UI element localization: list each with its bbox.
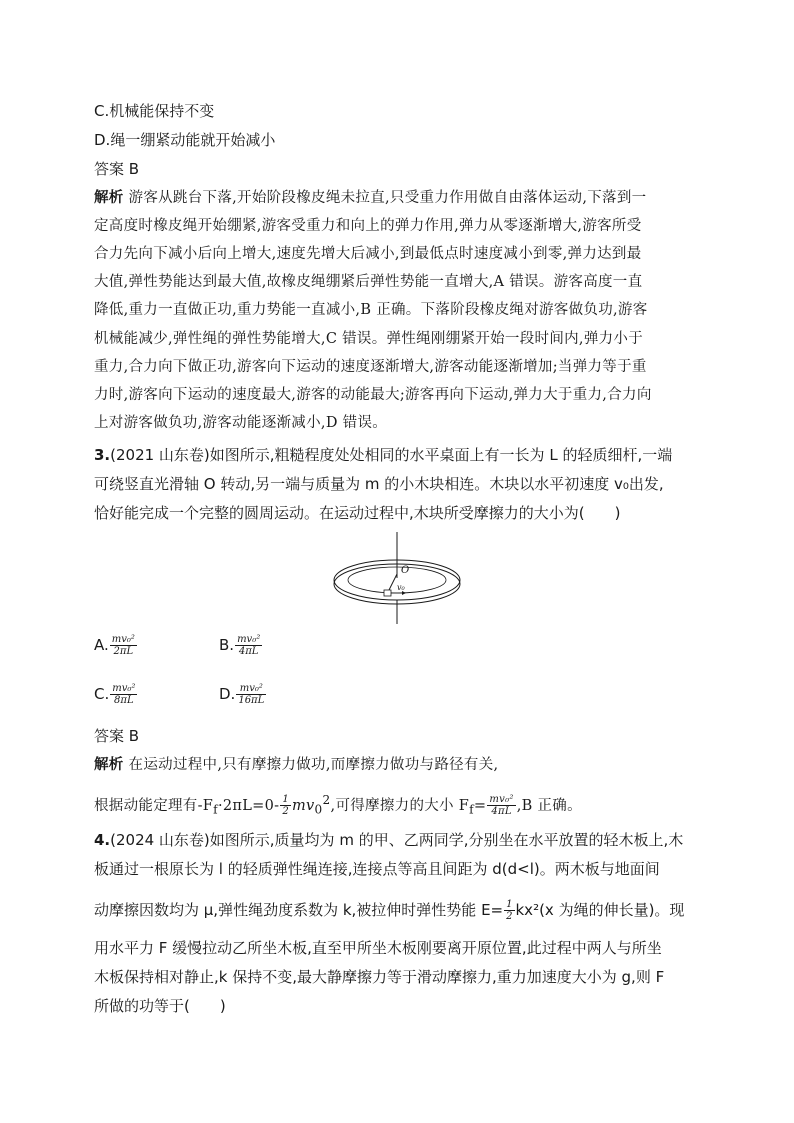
explanation-1-line-6: 机械能减少,弹性绳的弹性势能增大,C 错误。弹性绳刚绷紧开始一段时间内,弹力小于 (94, 331, 644, 347)
option-a[interactable] (94, 634, 138, 657)
formula-part: = (473, 797, 487, 814)
half-denominator: 2 (282, 806, 289, 818)
explanation-text: 在运动过程中,只有摩擦力做功,而摩擦力做功与路径有关, (123, 757, 499, 773)
explanation-text: 游客从跳台下落,开始阶段橡皮绳未拉直,只受重力作用做自由落体运动,下落到一 (123, 190, 647, 206)
question-4-line-4: 用水平力 F 缓慢拉动乙所坐木板,直至甲所坐木板刚要离开原位置,此过程中两人与所坐 (94, 939, 662, 957)
question-3-line-2: 可绕竖直光滑轴 O 转动,另一端与质量为 m 的小木块相连。木块以水平初速度 v₀出发, (94, 475, 664, 493)
option-b-fraction (235, 634, 262, 657)
explanation-label: 解析 (94, 189, 124, 206)
question-4-line-1 (94, 830, 683, 850)
option-a-denominator: 2πL (113, 646, 134, 657)
option-d-label: D. (219, 685, 236, 703)
half-fraction (280, 794, 291, 817)
energy-half-fraction (504, 899, 514, 922)
question-number: 3. (94, 446, 111, 464)
explanation-1-line-9: 上对游客做负功,游客动能逐渐减小,D 错误。 (94, 415, 388, 431)
question-text: (2021 山东卷)如图所示,粗糙程度处处相同的水平桌面上有一长为 L 的轻质细杆,一端 (110, 446, 673, 464)
option-c-fraction (110, 683, 137, 706)
explanation-1-line-2: 定高度时橡皮绳开始绷紧,游客受重力和向上的弹力作用,弹力从零逐渐增大,游客所受 (94, 218, 642, 234)
explanation-label: 解析 (94, 756, 124, 773)
formula-sub: 0 (314, 802, 323, 817)
half-denominator: 2 (506, 911, 513, 922)
circular-motion-figure (330, 528, 465, 628)
explanation-1-line-8: 力时,游客向下运动的速度最大,游客的动能最大;游客再向下运动,弹力大于重力,合力向 (94, 387, 652, 403)
option-a-numerator: mv₀² (111, 634, 135, 645)
option-b[interactable] (219, 634, 263, 657)
explanation-1-line-7: 重力,合力向下做正功,游客向下运动的速度逐渐增大,游客动能逐渐增加;当弹力等于重 (94, 359, 647, 375)
formula-sub: f (469, 802, 474, 817)
question-3-line-3: 恰好能完成一个完整的圆周运动。在运动过程中,木块所受摩擦力的大小为( ) (94, 504, 621, 522)
answer-1: 答案 B (94, 160, 140, 178)
option-c-denominator: 8πL (114, 695, 134, 706)
half-numerator: 1 (506, 899, 513, 910)
explanation-2-line-2 (94, 790, 582, 820)
explanation-1-line-1 (94, 188, 646, 208)
formula-part: 根据动能定理有-F (94, 797, 214, 814)
option-b-denominator: 4πL (238, 646, 259, 657)
ff-fraction (487, 794, 515, 817)
question-text: 动摩擦因数均为 μ,弹性绳劲度系数为 k,被拉伸时弹性势能 E= (94, 901, 504, 919)
option-d-numerator: mv₀² (236, 683, 266, 695)
center-o-label: O (401, 565, 410, 576)
formula-part: ·2πL=0- (217, 797, 280, 814)
explanation-1-line-5: 降低,重力一直做正功,重力势能一直减小,B 正确。下落阶段橡皮绳对游客做负功,游客 (94, 302, 648, 318)
ff-numerator: mv₀² (489, 794, 514, 806)
question-text: kx²(x 为绳的伸长量)。现 (515, 901, 685, 919)
question-number: 4. (94, 831, 111, 849)
velocity-label: v₀ (397, 583, 405, 592)
option-d-previous: D.绳一绷紧动能就开始减小 (94, 131, 276, 149)
formula-part: ,可得摩擦力的大小 F (330, 797, 470, 814)
question-3-line-1 (94, 445, 672, 465)
ff-denominator: 4πL (491, 806, 512, 818)
explanation-2-line-1 (94, 755, 498, 775)
explanation-1-line-4: 大值,弹性势能达到最大值,故橡皮绳绷紧后弹性势能一直增大,A 错误。游客高度一直 (94, 274, 643, 290)
question-4-line-2: 板通过一根原长为 l 的轻质弹性绳连接,连接点等高且间距为 d(d<l)。两木板与地面间 (94, 860, 660, 878)
option-a-fraction (110, 634, 137, 657)
option-a-label: A. (94, 636, 109, 654)
formula-part: mv (292, 797, 315, 814)
option-c-label: C. (94, 685, 110, 703)
option-d-denominator: 16πL (238, 695, 265, 706)
explanation-1-line-3: 合力先向下减小后向上增大,速度先增大后减小,到最低点时速度减小到零,弹力达到最 (94, 246, 642, 262)
wooden-block (384, 590, 391, 596)
option-c[interactable] (94, 683, 138, 706)
half-numerator: 1 (282, 794, 289, 806)
answer-2: 答案 B (94, 727, 140, 745)
option-d[interactable] (219, 683, 267, 706)
formula-sub: f (213, 802, 218, 817)
formula-sup: 2 (322, 793, 331, 807)
question-4-line-3 (94, 899, 684, 922)
question-text: (2024 山东卷)如图所示,质量均为 m 的甲、乙两同学,分别坐在水平放置的轻木板上,木 (110, 831, 684, 849)
option-d-fraction (236, 683, 266, 706)
question-4-line-5: 木板保持相对静止,k 保持不变,最大静摩擦力等于滑动摩擦力,重力加速度大小为 g,则 F (94, 968, 665, 986)
option-b-numerator: mv₀² (237, 634, 261, 645)
question-4-line-6: 所做的功等于( ) (94, 997, 226, 1015)
option-c-numerator: mv₀² (112, 683, 136, 694)
formula-part: ,B 正确。 (516, 797, 582, 814)
option-b-label: B. (219, 636, 235, 654)
option-c-previous: C.机械能保持不变 (94, 102, 215, 120)
